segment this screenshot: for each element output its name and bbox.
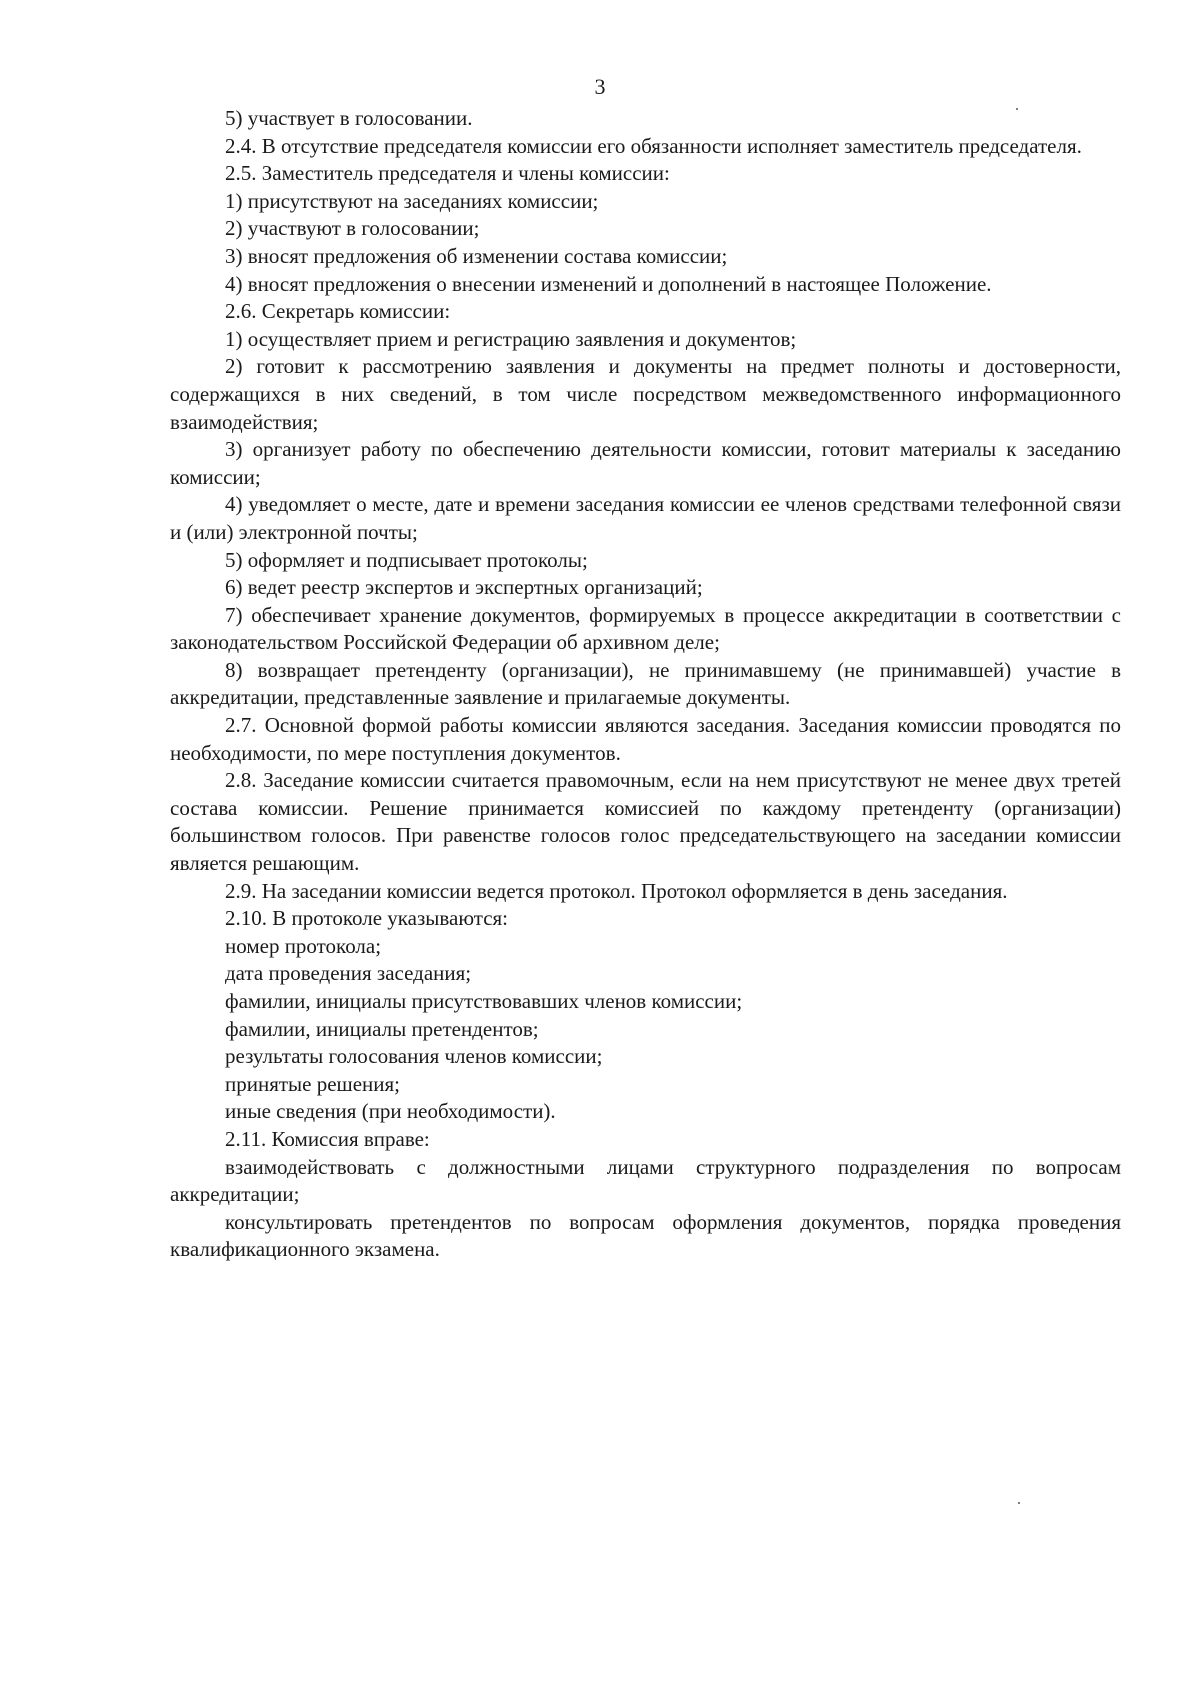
list-item: 2) участвуют в голосовании;	[225, 216, 480, 241]
scan-speck	[1018, 1502, 1020, 1504]
paragraph-2-5: 2.5. Заместитель председателя и члены комиссии:	[225, 161, 670, 186]
paragraph-2-4: 2.4. В отсутствие председателя комиссии его обязанности исполняет заместитель председателя.	[225, 133, 1082, 158]
list-item: 1) присутствуют на заседаниях комиссии;	[225, 188, 599, 213]
list-item: 3) организует работу по обеспечению деятельности комиссии, готовит материалы к заседанию комиссии;	[170, 437, 1121, 489]
list-item: консультировать претендентов по вопросам оформления документов, порядка проведения квалификационного экзамена.	[170, 1209, 1121, 1262]
paragraph-2-11: 2.11. Комиссия вправе:	[225, 1126, 430, 1151]
list-item: 1) осуществляет прием и регистрацию заявления и документов;	[225, 326, 797, 351]
list-item: 2) готовит к рассмотрению заявления и документы на предмет полноты и достоверности, содержащихся в них сведений, в том числе посредством межведомственного информационного взаимодействия;	[170, 354, 1121, 434]
scan-speck	[1016, 108, 1018, 110]
list-item: взаимодействовать с должностными лицами структурного подразделения по вопросам аккредитации;	[170, 1154, 1121, 1207]
list-item: фамилии, инициалы присутствовавших членов комиссии;	[225, 989, 743, 1013]
paragraph-2-8: 2.8. Заседание комиссии считается правомочным, если на нем присутствуют не менее двух третей состава комиссии. Решение принимается комиссией по каждому претенденту (организации) большинством голосов. При равенстве голосов голос председательствующего на заседании комиссии является решающим.	[170, 768, 1121, 876]
list-item: 3) вносят предложения об изменении состава комиссии;	[225, 243, 728, 268]
list-item: фамилии, инициалы претендентов;	[225, 1016, 539, 1041]
list-item: номер протокола;	[225, 933, 382, 958]
paragraph-2-10: 2.10. В протоколе указываются:	[225, 906, 509, 931]
list-item: принятые решения;	[225, 1071, 401, 1096]
list-item: 7) обеспечивает хранение документов, формируемых в процессе аккредитации в соответствии с законодательством Российской Федерации об архивном деле;	[170, 602, 1121, 655]
paragraph-item-5-voting: 5) участвует в голосовании.	[225, 106, 473, 130]
list-item: 4) вносят предложения о внесении изменений и дополнений в настоящее Положение.	[225, 271, 992, 296]
list-item: 6) ведет реестр экспертов и экспертных организаций;	[225, 575, 703, 600]
list-item: 8) возвращает претенденту (организации), не принимавшему (не принимавшей) участие в аккредитации, представленные заявление и прилагаемые документы.	[170, 657, 1121, 710]
list-item: иные сведения (при необходимости).	[225, 1099, 556, 1124]
list-item: 4) уведомляет о месте, дате и времени заседания комиссии ее членов средствами телефонной связи и (или) электронной почты;	[170, 492, 1121, 544]
paragraph-2-7: 2.7. Основной формой работы комиссии являются заседания. Заседания комиссии проводятся по необходимости, по мере поступления документов.	[170, 713, 1121, 765]
paragraph-2-6: 2.6. Секретарь комиссии:	[225, 299, 451, 324]
document-body	[170, 105, 1121, 1264]
list-item: 5) оформляет и подписывает протоколы;	[225, 547, 588, 572]
paragraph-2-9: 2.9. На заседании комиссии ведется протокол. Протокол оформляется в день заседания.	[225, 878, 1008, 903]
list-item: дата проведения заседания;	[225, 961, 472, 986]
page-number: 3	[594, 74, 606, 99]
list-item: результаты голосования членов комиссии;	[225, 1044, 603, 1069]
